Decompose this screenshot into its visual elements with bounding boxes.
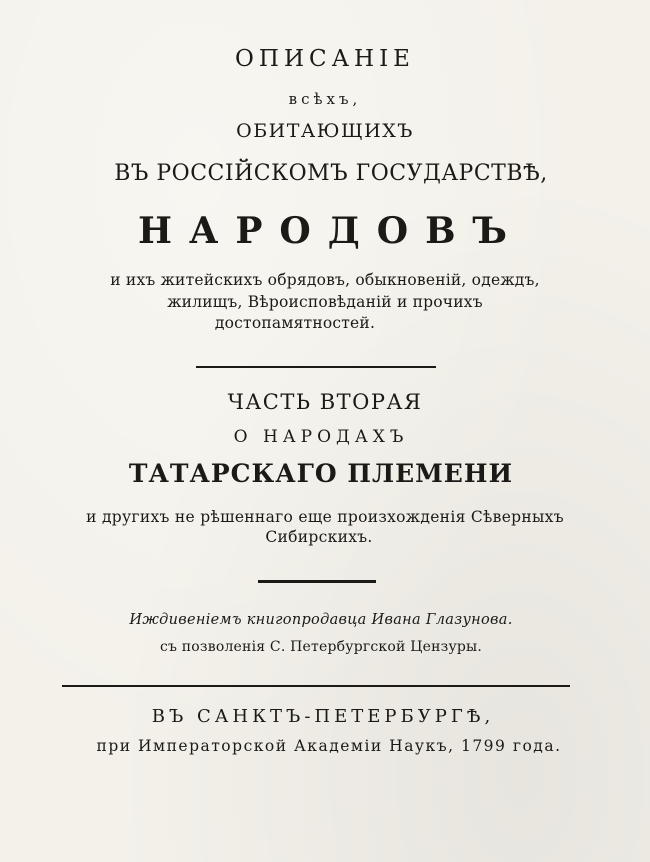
title-line-description: ОПИСАНІЕ [235, 46, 415, 72]
description-line-3: достопамятностей. [214, 314, 376, 332]
part-description-line-2: Сибирскихъ. [265, 528, 373, 546]
censorship-line: съ позволенія С. Петербургской Цензуры. [159, 639, 483, 655]
part-subheading: О НАРОДАХЪ [233, 427, 409, 447]
divider-rule-top [196, 366, 436, 368]
title-line-all: всѣхъ, [288, 90, 362, 108]
divider-rule-bottom [62, 685, 570, 687]
divider-rule-middle [258, 580, 376, 583]
description-line-1: и ихъ житейскихъ обрядовъ, обыкновеній, одеждъ, [110, 271, 540, 289]
title-line-russian-state: ВЪ РОССІЙСКОМЪ ГОСУДАРСТВѢ, [114, 161, 548, 186]
publisher-line: Иждивеніемъ книгопродавца Ивана Глазунова. [129, 612, 513, 628]
press-line: при Императорской Академіи Наукъ, 1799 года. [96, 737, 562, 755]
part-heading: ЧАСТЬ ВТОРАЯ [227, 390, 423, 414]
part-tribe-heading: ТАТАРСКАГО ПЛЕМЕНИ [128, 459, 514, 488]
title-line-peoples: НАРОДОВЪ [138, 210, 524, 252]
city-line: ВЪ САНКТЪ-ПЕТЕРБУРГѢ, [151, 706, 495, 727]
description-line-2: жилищъ, Вѣроисповѣданій и прочихъ [167, 293, 483, 311]
title-line-inhabiting: ОБИТАЮЩИХЪ [236, 120, 414, 142]
part-description-line-1: и другихъ не рѣшеннаго еще произхожденія Сѣверныхъ [86, 508, 564, 526]
